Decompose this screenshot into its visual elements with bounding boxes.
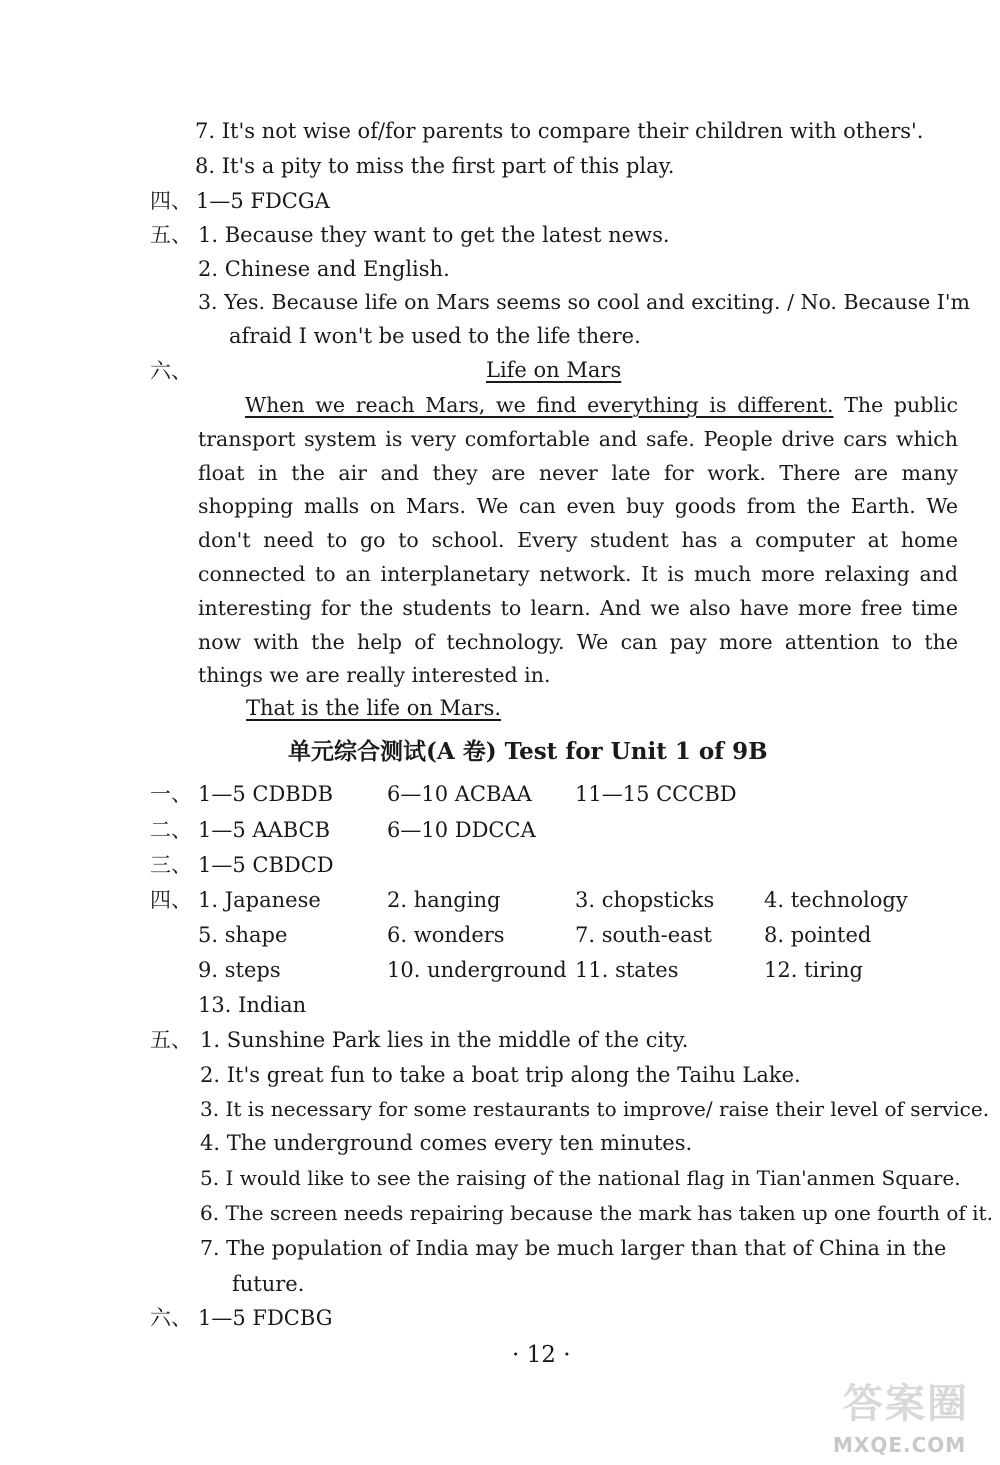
watermark [833,1372,988,1457]
section-label: 四、 [150,189,192,213]
word-item: 7. south-east [575,923,712,947]
word-item: 9. steps [198,958,281,982]
word-item: 8. pointed [764,923,872,947]
section-label: 六、 [150,359,192,383]
essay-first-sentence: When we reach Mars, we find everything is different. [245,393,834,417]
answer-line: 6. The screen needs repairing because the mark has taken up one fourth of it. [200,1201,993,1225]
answer-line: 7. The population of India may be much larger than that of China in the [200,1236,947,1260]
page-number: · 12 · [512,1342,571,1368]
word-item: 6. wonders [387,923,505,947]
word-item: 11. states [575,958,679,982]
section-label: 一、 [150,782,192,806]
section-label: 三、 [150,853,192,877]
answer-group: 6—10 DDCCA [387,818,536,842]
answer-line: 5. I would like to see the raising of the national flag in Tian'anmen Square. [200,1166,961,1190]
answer-group: 1—5 CDBDB [198,782,334,806]
answer-group: 1—5 FDCBG [198,1306,333,1330]
answer-group: 11—15 CCCBD [575,782,737,806]
answer-line: 1. Because they want to get the latest news. [198,223,670,247]
essay-closing: That is the life on Mars. [246,696,502,720]
word-item: 2. hanging [387,888,501,912]
answer-line-continued: future. [232,1272,305,1296]
section-label: 五、 [150,223,192,247]
word-item: 12. tiring [764,958,863,982]
word-item: 13. Indian [198,993,307,1017]
answer-line: 4. The underground comes every ten minutes. [200,1131,693,1155]
essay-text: The public transport system is very comfortable and safe. People drive cars which float in the air and they are never late for work. There are many shopping malls on Mars. We can even buy goods from the Earth. We don't need to go to school. Every student has a computer at home connected to an interplanetary network. It is much more relaxing and interesting for the students to learn. And we also have more free time now with the help of technology. We can pay more attention to the things we are really interested in. [198,393,958,688]
word-item: 3. chopsticks [575,888,715,912]
watermark-site: MXQE.COM [833,1433,967,1457]
answer-group: 1—5 CBDCD [198,853,334,877]
section-label: 五、 [150,1028,192,1052]
section-label: 四、 [150,888,192,912]
word-item: 4. technology [764,888,908,912]
answer-line: 2. Chinese and English. [198,257,450,281]
answer-group: 6—10 ACBAA [387,782,532,806]
answer-line: 1—5 FDCGA [196,189,330,213]
word-item: 5. shape [198,923,288,947]
answer-line: 3. It is necessary for some restaurants to improve/ raise their level of service. [200,1097,990,1121]
page-title: 单元综合测试(A 卷) Test for Unit 1 of 9B [288,738,768,765]
word-item: 1. Japanese [198,888,321,912]
answer-line: 3. Yes. Because life on Mars seems so cool and exciting. / No. Because I'm [198,290,970,314]
answer-group: 1—5 AABCB [198,818,331,842]
answer-line: 1. Sunshine Park lies in the middle of the city. [200,1028,689,1052]
section-label: 六、 [150,1306,192,1330]
essay-title: Life on Mars [486,358,622,382]
watermark-logo: 答案圈 [843,1381,969,1427]
essay-body [198,389,958,693]
answer-line: 8. It's a pity to miss the first part of this play. [195,154,675,178]
word-item: 10. underground [387,958,567,982]
answer-line-continued: afraid I won't be used to the life there. [229,324,641,348]
answer-line: 7. It's not wise of/for parents to compare their children with others'. [195,119,924,143]
answer-line: 2. It's great fun to take a boat trip along the Taihu Lake. [200,1063,801,1087]
section-label: 二、 [150,818,192,842]
